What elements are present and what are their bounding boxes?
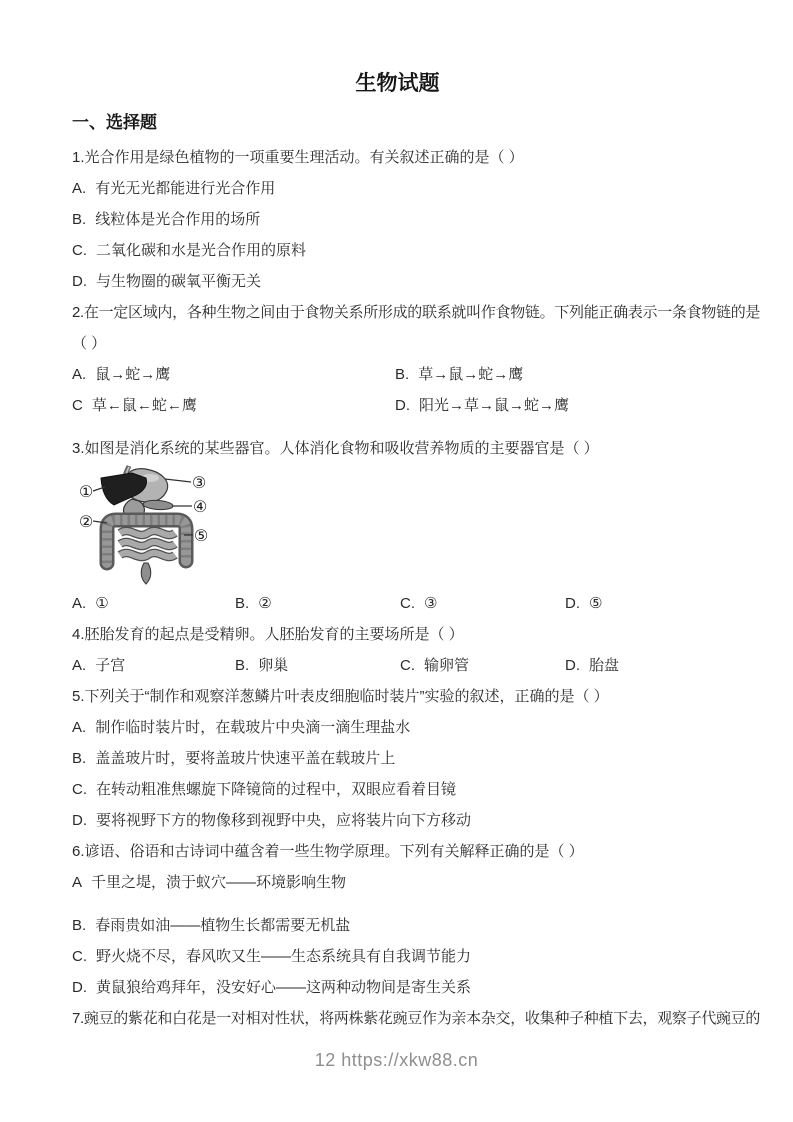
question-4-option-a: [72, 655, 235, 676]
option-label: B.: [395, 366, 410, 383]
option-text: 线粒体是光合作用的场所: [95, 211, 261, 228]
question-2-option-d: [395, 395, 723, 416]
option-text: ②: [258, 595, 272, 612]
question-4-stem: 4.胚胎发育的起点是受精卵。人胚胎发育的主要场所是（ ）: [72, 626, 464, 643]
question-6-option-b: [72, 915, 723, 936]
option-label: B.: [235, 595, 250, 612]
option-text: 有光无光都能进行光合作用: [95, 180, 276, 197]
page-title: 生物试题: [355, 72, 440, 95]
option-text: 阳光→草→鼠→蛇→鹰: [419, 397, 570, 414]
question-5-stem: 5.下列关于“制作和观察洋葱鳞片叶表皮细胞临时装片”实验的叙述，正确的是（ ）: [72, 688, 609, 705]
question-4-options-row: [72, 655, 723, 676]
option-text: 制作临时装片时，在载玻片中央滴一滴生理盐水: [95, 719, 411, 736]
question-2-option-b: [395, 364, 723, 385]
pancreas-shape: [143, 499, 174, 510]
option-label: C.: [72, 948, 87, 965]
question-1-stem: 1.光合作用是绿色植物的一项重要生理活动。有关叙述正确的是（ ）: [72, 149, 524, 166]
option-label: B.: [235, 657, 250, 674]
small-intestine-shape: [120, 531, 175, 557]
option-text: 在转动粗准焦螺旋下降镜筒的过程中，双眼应看着目镜: [96, 781, 457, 798]
option-text: 输卵管: [424, 657, 470, 674]
option-label: A.: [72, 719, 87, 736]
section-heading: 一、选择题: [72, 113, 157, 132]
question-3-option-a: [72, 593, 235, 614]
question-2-option-a: [72, 364, 395, 385]
option-label: A.: [72, 657, 87, 674]
rectum-shape: [141, 563, 151, 584]
question-3-stem: 3.如图是消化系统的某些器官。人体消化食物和吸收营养物质的主要器官是（ ）: [72, 440, 599, 457]
option-label: D.: [72, 812, 87, 829]
option-text: ⑤: [589, 595, 603, 612]
page-footer: 12 https://xkw88.cn: [314, 1050, 479, 1070]
question-4-option-b: [235, 655, 400, 676]
digestive-system-svg: [74, 465, 222, 589]
option-label: B.: [72, 750, 87, 767]
option-label: C.: [400, 657, 415, 674]
figure-label-4: ④: [192, 497, 208, 516]
option-text: 盖盖玻片时，要将盖玻片快速平盖在载玻片上: [95, 750, 396, 767]
figure-label-1: ①: [78, 482, 94, 501]
option-text: 野火烧不尽，春风吹又生——生态系统具有自我调节能力: [96, 948, 472, 965]
option-text: 要将视野下方的物像移到视野中央，应将装片向下方移动: [96, 812, 472, 829]
question-1-option-d: [72, 271, 723, 292]
question-5-option-c: [72, 779, 723, 800]
option-label: C.: [400, 595, 415, 612]
option-label: D.: [565, 657, 580, 674]
option-text: 鼠→蛇→鹰: [95, 366, 171, 383]
option-text: 卵巢: [258, 657, 289, 674]
question-6-option-a: [72, 872, 723, 893]
question-5-option-b: [72, 748, 723, 769]
question-4-option-c: [400, 655, 565, 676]
figure-label-5: ⑤: [193, 526, 209, 545]
figure-label-2: ②: [78, 512, 94, 531]
option-label: C.: [72, 781, 87, 798]
question-3-option-c: [400, 593, 565, 614]
option-label: D.: [72, 273, 87, 290]
option-label: A.: [72, 180, 87, 197]
option-text: ①: [95, 595, 109, 612]
question-6-option-d: [72, 977, 723, 998]
option-text: 草→鼠→蛇→鹰: [418, 366, 524, 383]
question-2-stem-brackets: （ ）: [72, 335, 107, 352]
question-6-option-c: [72, 946, 723, 967]
option-label: D.: [565, 595, 580, 612]
option-label: A.: [72, 366, 87, 383]
option-label: B.: [72, 917, 87, 934]
question-2-options-row-2: [72, 395, 723, 416]
option-text: 草←鼠←蛇←鹰: [91, 397, 197, 414]
question-2-stem: 2.在一定区域内，各种生物之间由于食物关系所形成的联系就叫作食物链。下列能正确表示一条食物链的是: [72, 304, 761, 321]
option-text: 黄鼠狼给鸡拜年，没安好心——这两种动物间是寄生关系: [96, 979, 472, 996]
option-text: 二氧化碳和水是光合作用的原料: [96, 242, 307, 259]
option-label: A: [72, 874, 83, 891]
question-1-option-b: [72, 209, 723, 230]
digestive-system-figure: [74, 465, 723, 589]
page-content: [72, 0, 761, 1029]
option-text: ③: [424, 595, 438, 612]
option-label: A.: [72, 595, 87, 612]
option-label: C: [72, 397, 83, 414]
question-4-option-d: [565, 655, 723, 676]
figure-label-3: ③: [191, 473, 207, 492]
question-2-options-row-1: [72, 364, 723, 385]
option-text: 胎盘: [589, 657, 620, 674]
question-1-option-c: [72, 240, 723, 261]
question-3-options-row: [72, 593, 723, 614]
question-1-option-a: [72, 178, 723, 199]
question-5-option-d: [72, 810, 723, 831]
option-label: D.: [395, 397, 410, 414]
question-5-option-a: [72, 717, 723, 738]
question-6-stem: 6.谚语、俗语和古诗词中蕴含着一些生物学原理。下列有关解释正确的是（ ）: [72, 843, 584, 860]
option-text: 子宫: [95, 657, 126, 674]
option-text: 千里之堤，溃于蚁穴——环境影响生物: [91, 874, 347, 891]
question-3-option-b: [235, 593, 400, 614]
option-label: B.: [72, 211, 87, 228]
option-label: D.: [72, 979, 87, 996]
question-7-stem: 7.豌豆的紫花和白花是一对相对性状，将两株紫花豌豆作为亲本杂交，收集种子种植下去，观察子代豌豆的: [72, 1010, 761, 1027]
option-text: 春雨贵如油——植物生长都需要无机盐: [95, 917, 351, 934]
question-3-option-d: [565, 593, 723, 614]
question-2-option-c: [72, 395, 395, 416]
option-label: C.: [72, 242, 87, 259]
option-text: 与生物圈的碳氧平衡无关: [96, 273, 262, 290]
